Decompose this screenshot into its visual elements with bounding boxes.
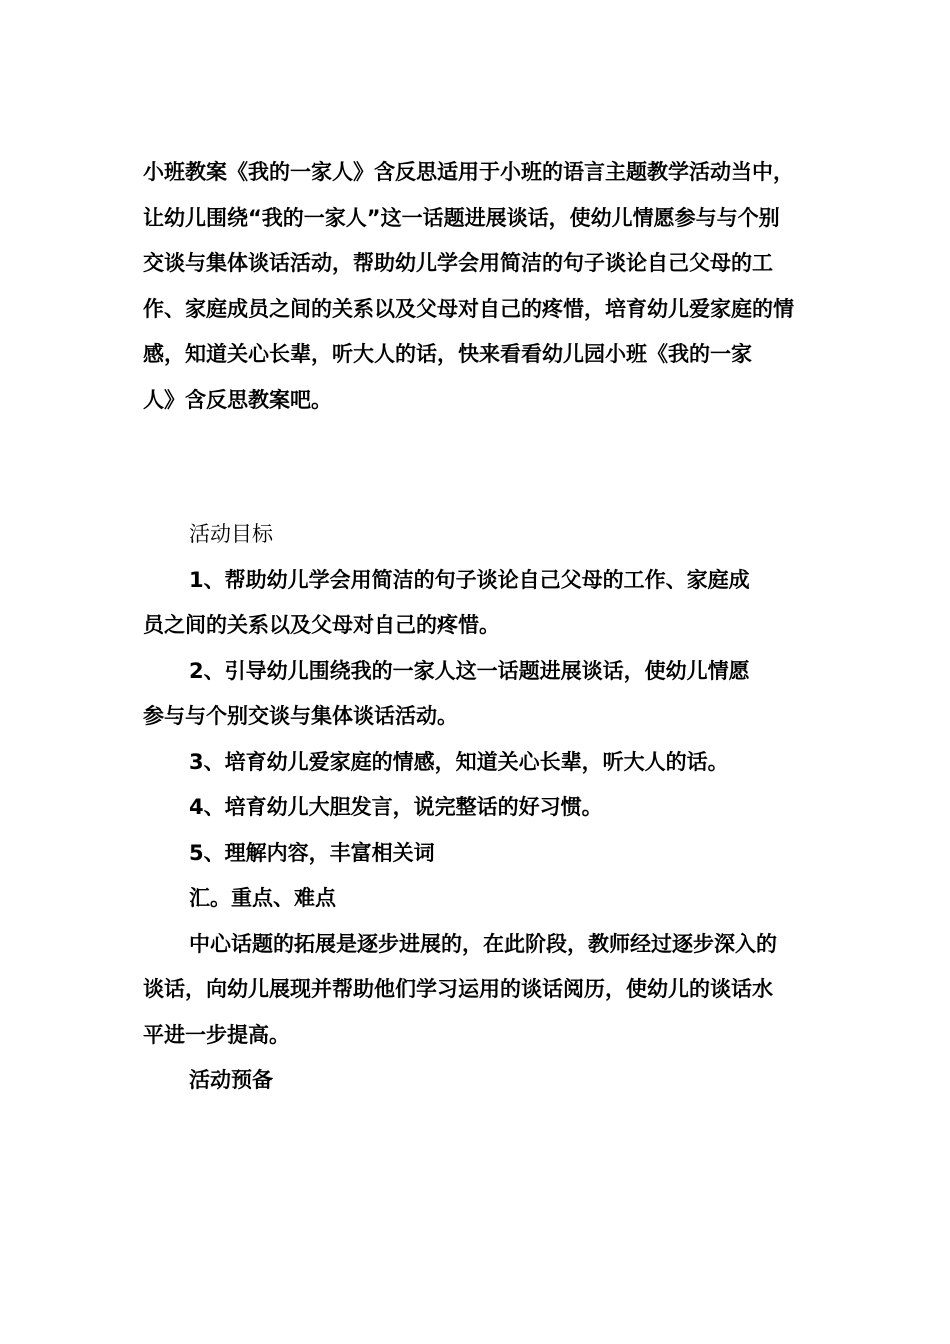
key-points-line-2: 谈话，向幼儿展现并帮助他们学习运用的谈话阅历，使幼儿的谈话水 xyxy=(143,977,773,1001)
intro-line: 让幼儿围绕“我的一家人”这一话题进展谈话，使幼儿情愿参与与个别 xyxy=(143,205,780,230)
goal-3: 3、培育幼儿爱家庭的情感，知道关心长辈，听大人的话。 xyxy=(189,749,729,774)
intro-line: 人》含反思教案吧。 xyxy=(143,387,332,412)
goal-1-line-1: 1、帮助幼儿学会用简洁的句子谈论自己父母的工作、家庭成 xyxy=(189,567,750,592)
intro-line: 作、家庭成员之间的关系以及父母对自己的疼惜，培育幼儿爱家庭的情 xyxy=(143,296,794,321)
goal-2-line-2: 参与与个别交谈与集体谈话活动。 xyxy=(143,704,458,728)
intro-line: 交谈与集体谈话活动，帮助幼儿学会用简洁的句子谈论自己父母的工 xyxy=(143,251,773,275)
key-points-line-1: 中心话题的拓展是逐步进展的，在此阶段，教师经过逐步深入的 xyxy=(189,931,777,956)
section-heading-goals: 活动目标 xyxy=(189,522,273,546)
goal-5: 5、理解内容，丰富相关词 xyxy=(189,840,435,865)
document-body xyxy=(143,512,823,1104)
goal-2-line-1: 2、引导幼儿围绕我的一家人这一话题进展谈话，使幼儿情愿 xyxy=(189,658,750,683)
goal-4: 4、培育幼儿大胆发言，说完整话的好习惯。 xyxy=(189,795,603,819)
key-points-line-3: 平进一步提高。 xyxy=(143,1022,290,1047)
goal-5-continuation: 汇。重点、难点 xyxy=(189,886,336,910)
intro-line: 小班教案《我的一家人》含反思适用于小班的语言主题教学活动当中， xyxy=(143,160,794,184)
goal-1-line-2: 员之间的关系以及父母对自己的疼惜。 xyxy=(143,613,500,637)
intro-paragraph xyxy=(143,150,823,423)
intro-line: 感，知道关心长辈，听大人的话，快来看看幼儿园小班《我的一家 xyxy=(143,342,752,366)
section-heading-preparation: 活动预备 xyxy=(189,1068,273,1092)
